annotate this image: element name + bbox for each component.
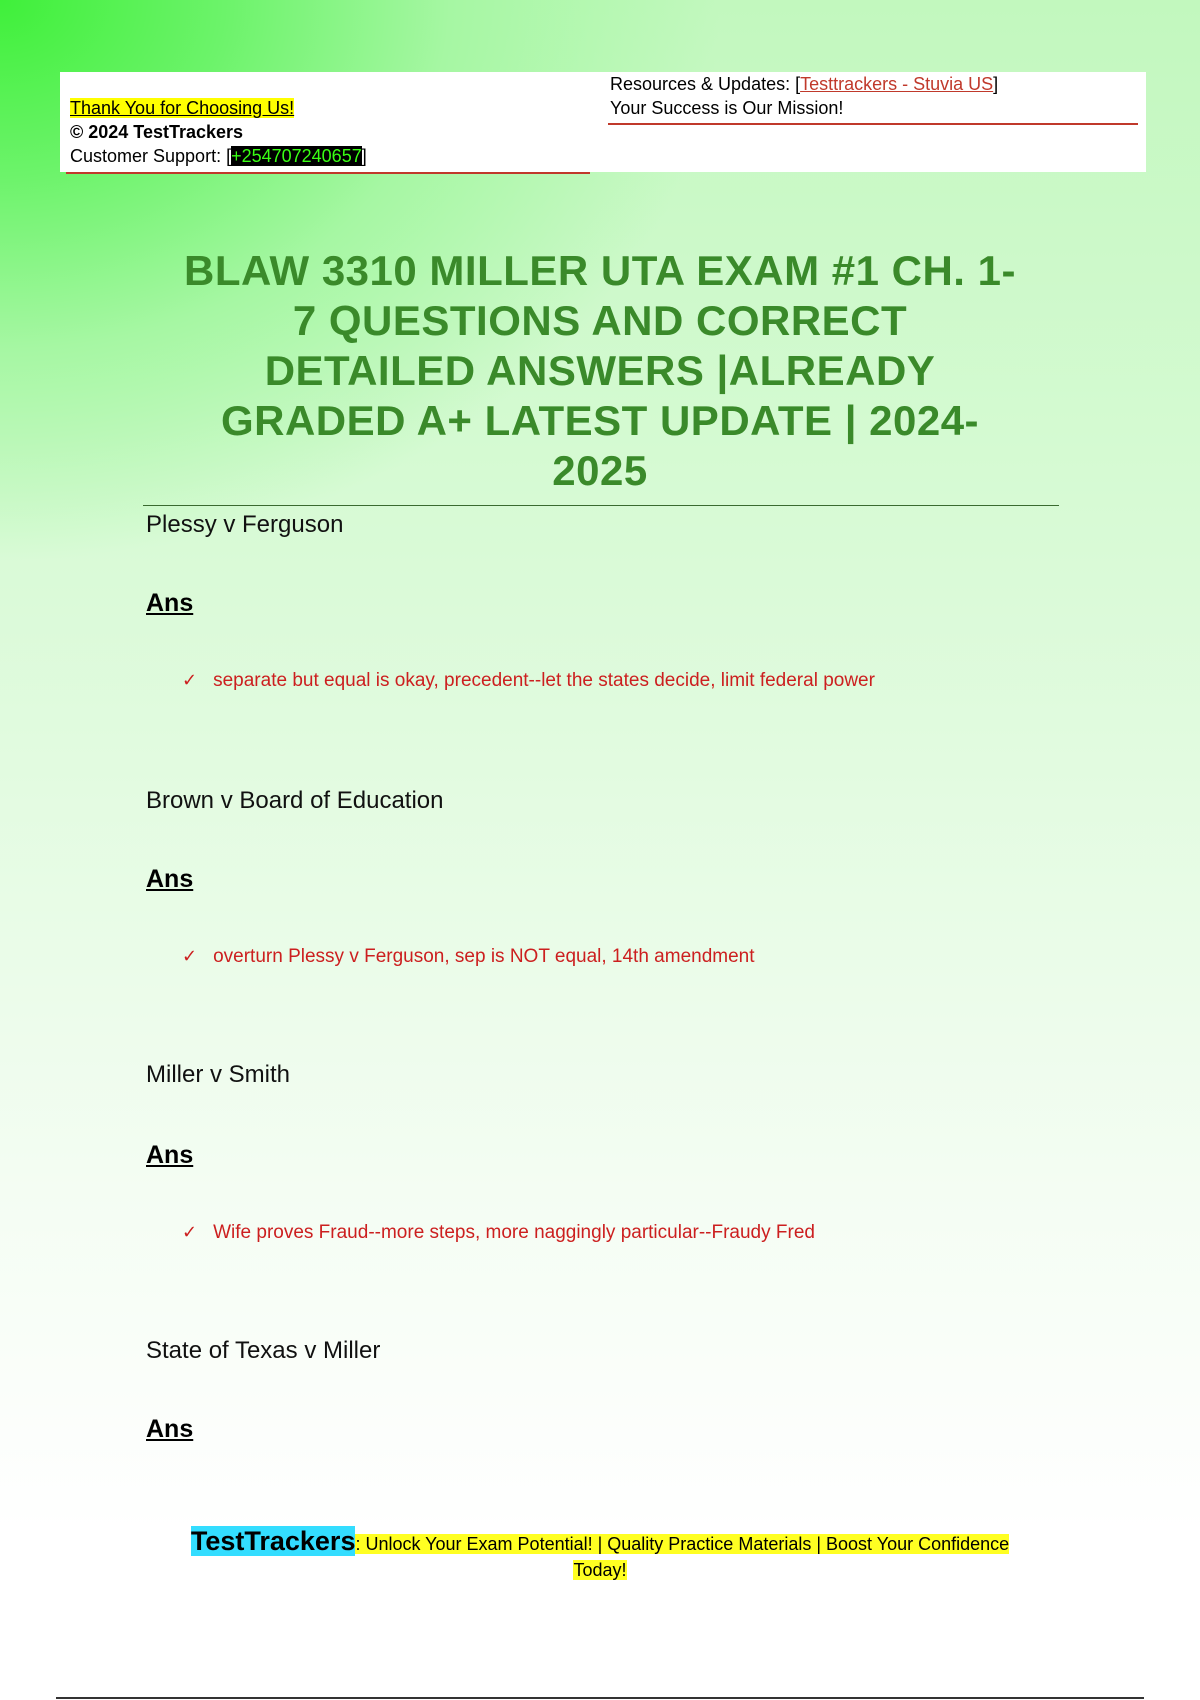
ans-label: Ans — [146, 589, 194, 617]
answer-value: overturn Plessy v Ferguson, sep is NOT equal, 14th amendment — [213, 946, 755, 967]
checkmark-icon: ✓ — [182, 946, 198, 966]
customer-support — [70, 144, 600, 168]
ans-label: Ans — [146, 865, 194, 893]
title-line-1: BLAW 3310 MILLER UTA EXAM #1 CH. 1- — [184, 247, 1016, 294]
title-divider — [143, 505, 1059, 506]
resources-line — [610, 72, 1140, 96]
answer-text — [182, 668, 875, 693]
footer-tagline-2: Today! — [573, 1560, 627, 1580]
support-close: ] — [361, 146, 367, 166]
ans-label: Ans — [146, 1415, 194, 1443]
qa-item-4 — [146, 1336, 1046, 1443]
mission-text: Your Success is Our Mission! — [610, 98, 844, 118]
answer-value: Wife proves Fraud--more steps, more naggingly particular--Fraudy Fred — [213, 1222, 815, 1243]
question-text: State of Texas v Miller — [146, 1337, 381, 1364]
question-text: Plessy v Ferguson — [146, 511, 344, 538]
support-label: Customer Support: [ — [70, 146, 232, 166]
document-title — [140, 246, 1060, 496]
qa-item-2 — [146, 786, 1046, 967]
footer-tagline: : Unlock Your Exam Potential! | Quality Practice Materials | Boost Your Confidence — [355, 1534, 1010, 1554]
bottom-divider — [56, 1697, 1144, 1699]
header-right — [610, 72, 1140, 120]
answer-text — [182, 1220, 815, 1245]
resources-label: Resources & Updates: [ — [610, 74, 801, 94]
header-right-divider — [608, 123, 1138, 125]
copyright-text: © 2024 TestTrackers — [70, 122, 244, 142]
title-line-4: GRADED A+ LATEST UPDATE | 2024- — [220, 397, 980, 444]
title-line-2: 7 QUESTIONS AND CORRECT — [292, 297, 908, 344]
thank-you-text: Thank You for Choosing Us! — [70, 98, 295, 118]
checkmark-icon: ✓ — [182, 1222, 198, 1242]
header-left-divider — [66, 172, 590, 174]
title-line-5: 2025 — [552, 447, 648, 494]
resources-close: ] — [993, 74, 999, 94]
title-line-3: DETAILED ANSWERS |ALREADY — [264, 347, 936, 394]
qa-item-1 — [146, 510, 1046, 691]
question-text: Brown v Board of Education — [146, 787, 444, 814]
footer-banner — [150, 1528, 1050, 1583]
answer-value: separate but equal is okay, precedent--let the states decide, limit federal power — [213, 670, 875, 691]
question-text: Miller v Smith — [146, 1061, 291, 1088]
header-left — [70, 96, 600, 168]
resources-link[interactable]: Testtrackers - Stuvia US — [800, 74, 994, 94]
ans-label: Ans — [146, 1141, 194, 1169]
footer-brand: TestTrackers — [190, 1526, 356, 1556]
header-box — [60, 72, 1146, 172]
checkmark-icon: ✓ — [182, 670, 198, 690]
support-phone[interactable]: +254707240657 — [231, 146, 362, 166]
qa-item-3 — [146, 1060, 1046, 1243]
answer-text — [182, 944, 755, 969]
